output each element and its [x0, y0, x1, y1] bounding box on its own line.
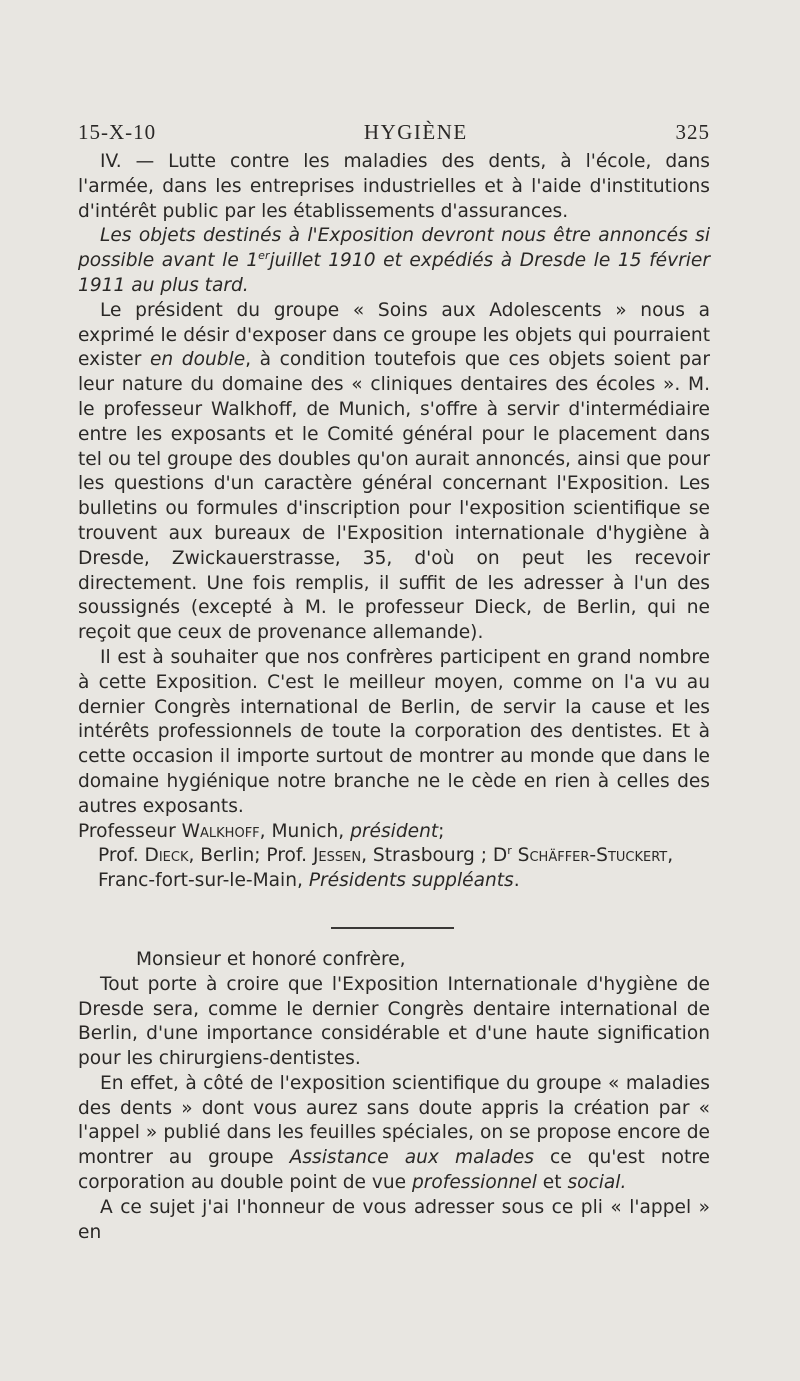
letter-salutation: Monsieur et honoré confrère,	[136, 948, 406, 970]
sig-name1: Walkhoff	[181, 820, 260, 842]
announce-sup: er	[258, 249, 270, 262]
header-title: HYGIÈNE	[363, 120, 468, 144]
sig-city4: , Franc-fort-sur-le-Main,	[98, 845, 674, 892]
president-text-2: , à condition toutefois que ces objets soient par leur nature du domaine des « cliniques dentaires des écoles ». M. le professeur Walkhoff, de Munich, s'offre à servir d'intermédiaire entre les exposants et le Comité général pour le placement dans tel ou tel groupe des doubles qu'on aurait annoncés, ainsi que pour les questions d'un caractère général concernant l'Exposition. Les bulletins ou formules d'inscription pour l'exposition scientifique se trouvent aux bureaux de l'Exposition internationale d'hygiène à Dresde, Zwickauerstrasse, 35, d'où on peut les recevoir directement. Une fois remplis, il suffit de les adresser à l'un des soussignés (excepté à M. le professeur Dieck, de Berlin, qui ne reçoit que ceux de provenance allemande).	[78, 349, 710, 644]
letter-p2-text-3: et	[536, 1172, 568, 1194]
letter-paragraph-2	[78, 1072, 710, 1196]
sig-name3: Jessen	[312, 845, 362, 867]
letter-p2-text-2: ce qu'est notre corporation au double point de vue	[78, 1147, 710, 1194]
sig-city3: , Strasbourg ; D	[361, 845, 508, 867]
separator	[78, 894, 710, 948]
sig-city1: , Munich,	[259, 820, 351, 842]
separator-rule	[331, 927, 454, 929]
president-text-1: Le président du groupe « Soins aux Adolescents » nous a exprimé le désir d'exposer dans ce groupe les objets qui pourraient exister	[78, 299, 710, 371]
page-number: 325	[675, 120, 710, 144]
sig-prof1: Professeur	[78, 820, 182, 842]
letter-paragraph-3: A ce sujet j'ai l'honneur de vous adresser sous ce pli « l'appel » en	[78, 1196, 710, 1243]
signature-block	[78, 820, 710, 894]
sig-city2: , Berlin; Prof.	[188, 845, 313, 867]
announce-text-2: juillet 1910 et expédiés à Dresde le 15 février 1911 au plus tard.	[78, 250, 710, 296]
letter-paragraph-1: Tout porte à croire que l'Exposition Internationale d'hygiène de Dresde sera, comme le dernier Congrès dentaire international de Berlin, d'une importance considérable et d'une haute signification pour les chirurgiens-dentistes.	[78, 973, 710, 1070]
letter-p2-italic-2: professionnel	[411, 1172, 537, 1194]
president-italic: en double	[149, 349, 246, 371]
souhaiter-paragraph: Il est à souhaiter que nos confrères participent en grand nombre à cette Exposition. C'est le meilleur moyen, comme on l'a vu au dernier Congrès international de Berlin, de servir la cause et les intérêts professionnels de toute la corporation des dentistes. Et à cette occasion il importe surtout de montrer au monde que dans le domaine hygiénique notre branche ne le cède en rien à celles des autres exposants.	[78, 646, 710, 817]
sig-name4: Schäffer-Stuckert	[511, 845, 668, 867]
running-header	[78, 120, 710, 152]
body-text	[78, 150, 710, 1245]
header-date: 15-X-10	[78, 120, 157, 144]
sig-prof2: Prof.	[98, 845, 145, 867]
announce-paragraph	[78, 224, 710, 298]
sig-role2: Présidents suppléants	[308, 870, 514, 892]
sig-sup: r	[507, 844, 512, 858]
sig-role1: président	[350, 820, 439, 842]
sig-name2: Dieck	[144, 845, 189, 867]
letter-p2-text-1: En effet, à côté de l'exposition scientifique du groupe « maladies des dents » dont vous aurez sans doute appris la création par « l'appel » publié dans les feuilles spéciales, on se propose encore de montrer au groupe	[78, 1072, 710, 1169]
letter-p2-italic-1: Assistance aux malades	[289, 1147, 534, 1169]
letter-p2-italic-3: social.	[567, 1172, 627, 1194]
section-iv-paragraph: IV. — Lutte contre les maladies des dents, à l'école, dans l'armée, dans les entreprises industrielles et à l'aide d'institutions d'intérêt public par les établissements d'assurances.	[78, 151, 710, 222]
president-paragraph	[78, 299, 710, 646]
sig-sep1: ;	[438, 820, 445, 842]
sig-continuation	[78, 844, 710, 894]
announce-text-1: Les objets destinés à l'Exposition devront nous être annoncés si possible avant le 1	[78, 225, 710, 272]
sig-end: .	[513, 870, 520, 892]
